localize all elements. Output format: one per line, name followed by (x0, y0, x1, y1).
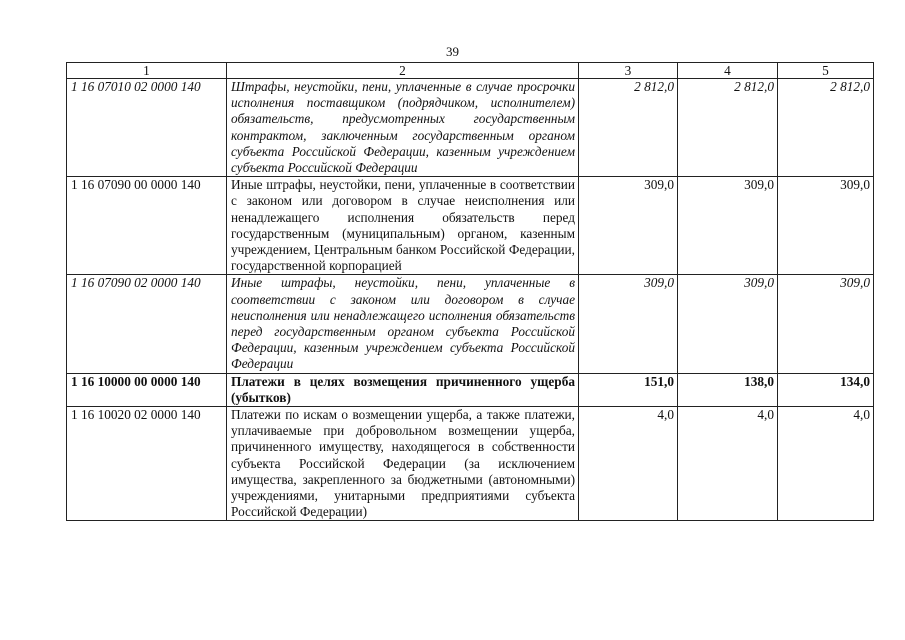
row-code: 1 16 07010 02 0000 140 (67, 79, 227, 177)
column-header-1: 1 (67, 63, 227, 79)
table-row (67, 275, 874, 373)
row-value-4: 2 812,0 (678, 79, 778, 177)
column-header-2: 2 (227, 63, 579, 79)
row-name: Платежи по искам о возмещении ущерба, а также платежи, уплачиваемые при добровольном возмещении ущерба, причиненного имуществу, находящегося в собственности субъекта Российской Федерации (за исключением имущества, закрепленного за бюджетными (автономными) учреждениями, унитарными предприятиями субъекта Российской Федерации) (227, 407, 579, 521)
row-value-3: 151,0 (579, 373, 678, 406)
row-name: Платежи в целях возмещения причиненного ущерба (убытков) (227, 373, 579, 406)
table-row (67, 407, 874, 521)
column-header-5: 5 (778, 63, 874, 79)
row-value-4: 309,0 (678, 177, 778, 275)
page-number: 39 (446, 44, 459, 59)
row-value-4: 309,0 (678, 275, 778, 373)
table-row (67, 373, 874, 406)
table-header-row (67, 63, 874, 79)
row-name: Штрафы, неустойки, пени, уплаченные в случае просрочки исполнения поставщиком (подрядчиком, исполнителем) обязательств, предусмотренных государственным контрактом, заключенным государственным органом субъекта Российской Федерации, казенным учреждением субъекта Российской Федерации (227, 79, 579, 177)
table-row (67, 79, 874, 177)
row-value-5: 2 812,0 (778, 79, 874, 177)
row-value-3: 4,0 (579, 407, 678, 521)
row-name: Иные штрафы, неустойки, пени, уплаченные в соответствии с законом или договором в случае неисполнения или ненадлежащего исполнения обязательств перед государственным (муниципальным) органом, казенным учреждением, Центральным банком Российской Федерации, государственной корпорацией (227, 177, 579, 275)
row-value-5: 309,0 (778, 275, 874, 373)
row-value-3: 309,0 (579, 275, 678, 373)
row-value-4: 138,0 (678, 373, 778, 406)
row-value-5: 309,0 (778, 177, 874, 275)
row-value-4: 4,0 (678, 407, 778, 521)
row-name: Иные штрафы, неустойки, пени, уплаченные в соответствии с законом или договором в случае неисполнения или ненадлежащего исполнения обязательств перед государственным органом субъекта Российской Федерации, казенным учреждением субъекта Российской Федерации (227, 275, 579, 373)
column-header-3: 3 (579, 63, 678, 79)
row-value-3: 309,0 (579, 177, 678, 275)
row-code: 1 16 07090 02 0000 140 (67, 275, 227, 373)
row-code: 1 16 07090 00 0000 140 (67, 177, 227, 275)
row-value-5: 4,0 (778, 407, 874, 521)
budget-table (66, 62, 874, 521)
table-row (67, 177, 874, 275)
row-value-5: 134,0 (778, 373, 874, 406)
column-header-4: 4 (678, 63, 778, 79)
row-code: 1 16 10000 00 0000 140 (67, 373, 227, 406)
row-value-3: 2 812,0 (579, 79, 678, 177)
row-code: 1 16 10020 02 0000 140 (67, 407, 227, 521)
